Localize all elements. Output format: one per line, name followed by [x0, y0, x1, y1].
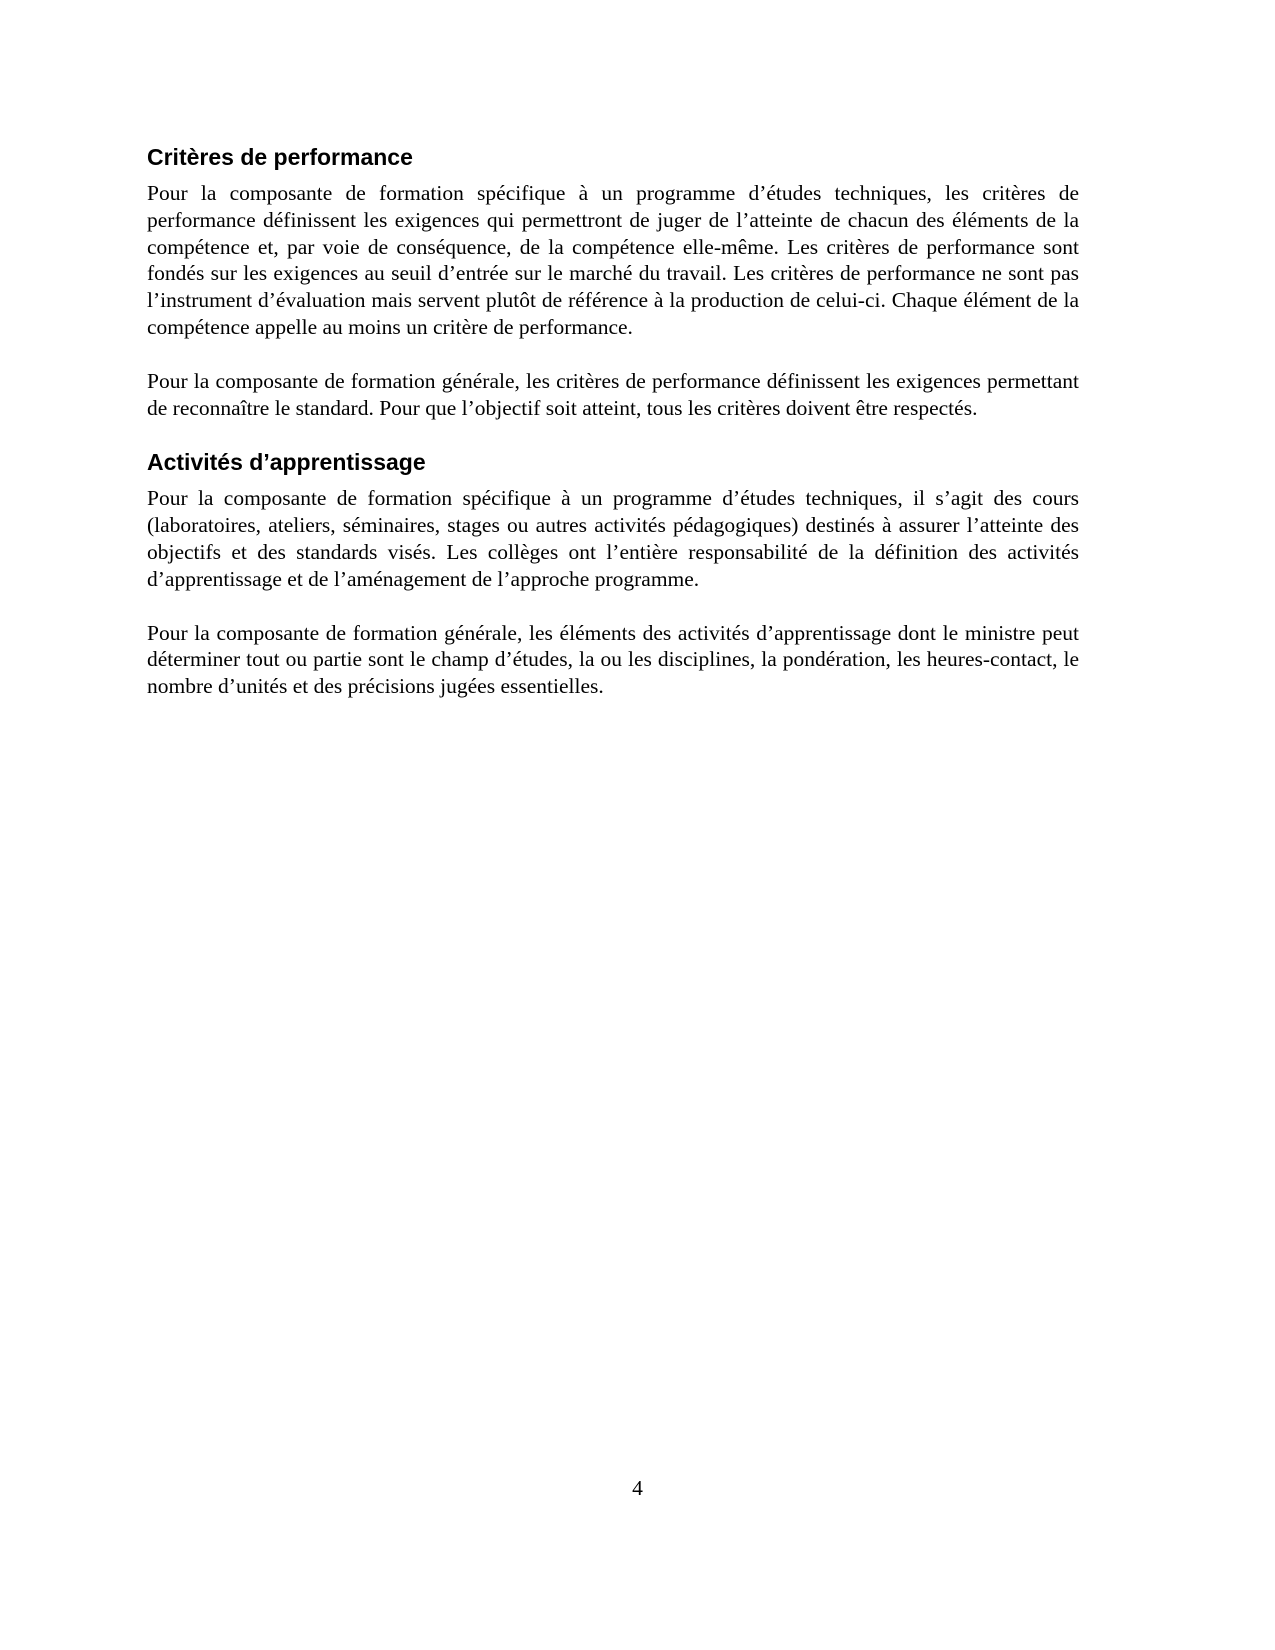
paragraph: Pour la composante de formation spécifique à un programme d’études techniques, il s’agit des cours (laboratoires, ateliers, séminaires, stages ou autres activités pédagogiques) destinés à assurer l’atteinte des objectifs et des standards visés. Les collèges ont l’entière responsabilité de la définition des activités d’apprentissage et de l’aménagement de l’approche programme. [147, 486, 1079, 591]
section-heading-activites-apprentissage: Activités d’apprentissage [147, 449, 426, 476]
paragraph: Pour la composante de formation spécifique à un programme d’études techniques, les critères de performance définissent les exigences qui permettront de juger de l’atteinte de chacun des éléments de la compétence et, par voie de conséquence, de la compétence elle-même. Les critères de performance sont fondés sur les exigences au seuil d’entrée sur le marché du travail. Les critères de performance ne sont pas l’instrument d’évaluation mais servent plutôt de référence à la production de celui-ci. Chaque élément de la compétence appelle au moins un critère de performance. [147, 181, 1079, 339]
paragraph: Pour la composante de formation générale, les critères de performance définissent les exigences permettant de reconnaître le standard. Pour que l’objectif soit atteint, tous les critères doivent être respectés. [147, 368, 1079, 420]
section-heading-criteres-de-performance: Critères de performance [147, 144, 413, 170]
paragraph: Pour la composante de formation générale, les éléments des activités d’apprentissage dont le ministre peut déterminer tout ou partie sont le champ d’études, la ou les disciplines, la pondération, les heures-contact, le nombre d’unités et des précisions jugées essentielles. [147, 620, 1079, 699]
document-content [147, 143, 1079, 727]
page-number: 4 [632, 1476, 643, 1500]
